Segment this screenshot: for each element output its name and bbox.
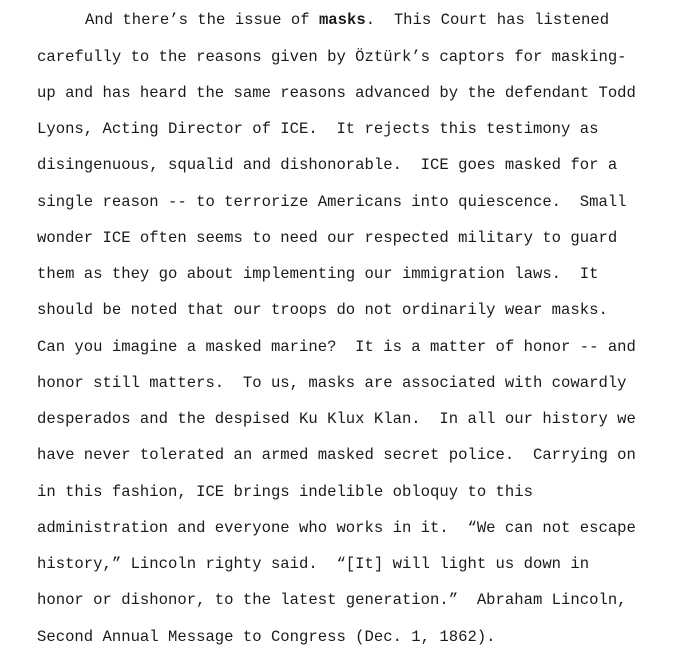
paragraph-line-3: up and has heard the same reasons advanced by the defendant Todd xyxy=(37,84,636,102)
paragraph-line-15: administration and everyone who works in it. “We can not escape xyxy=(37,519,636,537)
paragraph-line-12: desperados and the despised Ku Klux Klan. In all our history we xyxy=(37,410,636,428)
paragraph-line-16: history,” Lincoln righty said. “[It] will light us down in xyxy=(37,555,590,573)
paragraph-line-4: Lyons, Acting Director of ICE. It rejects this testimony as xyxy=(37,120,599,138)
emphasized-word-masks: masks xyxy=(318,11,366,29)
line-1-before: And there’s the issue of xyxy=(85,11,319,29)
paragraph-line-9: should be noted that our troops do not ordinarily wear masks. xyxy=(37,301,608,319)
paragraph-line-11: honor still matters. To us, masks are associated with cowardly xyxy=(37,374,627,392)
paragraph-line-18: Second Annual Message to Congress (Dec. 1, 1862). xyxy=(37,628,496,646)
paragraph-line-7: wonder ICE often seems to need our respected military to guard xyxy=(37,229,618,247)
paragraph-line-2: carefully to the reasons given by Öztürk’s captors for masking- xyxy=(37,48,627,66)
line-1-after: . This Court has listened xyxy=(365,11,610,29)
paragraph-line-13: have never tolerated an armed masked secret police. Carrying on xyxy=(37,446,636,464)
paragraph-line-1 xyxy=(85,8,609,32)
paragraph-line-6: single reason -- to terrorize Americans into quiescence. Small xyxy=(37,193,627,211)
paragraph-line-8: them as they go about implementing our immigration laws. It xyxy=(37,265,599,283)
paragraph-line-14: in this fashion, ICE brings indelible obloquy to this xyxy=(37,483,533,501)
paragraph-line-10: Can you imagine a masked marine? It is a matter of honor -- and xyxy=(37,338,636,356)
paragraph-line-5: disingenuous, squalid and dishonorable. ICE goes masked for a xyxy=(37,156,618,174)
paragraph-line-17: honor or dishonor, to the latest generation.” Abraham Lincoln, xyxy=(37,591,627,609)
